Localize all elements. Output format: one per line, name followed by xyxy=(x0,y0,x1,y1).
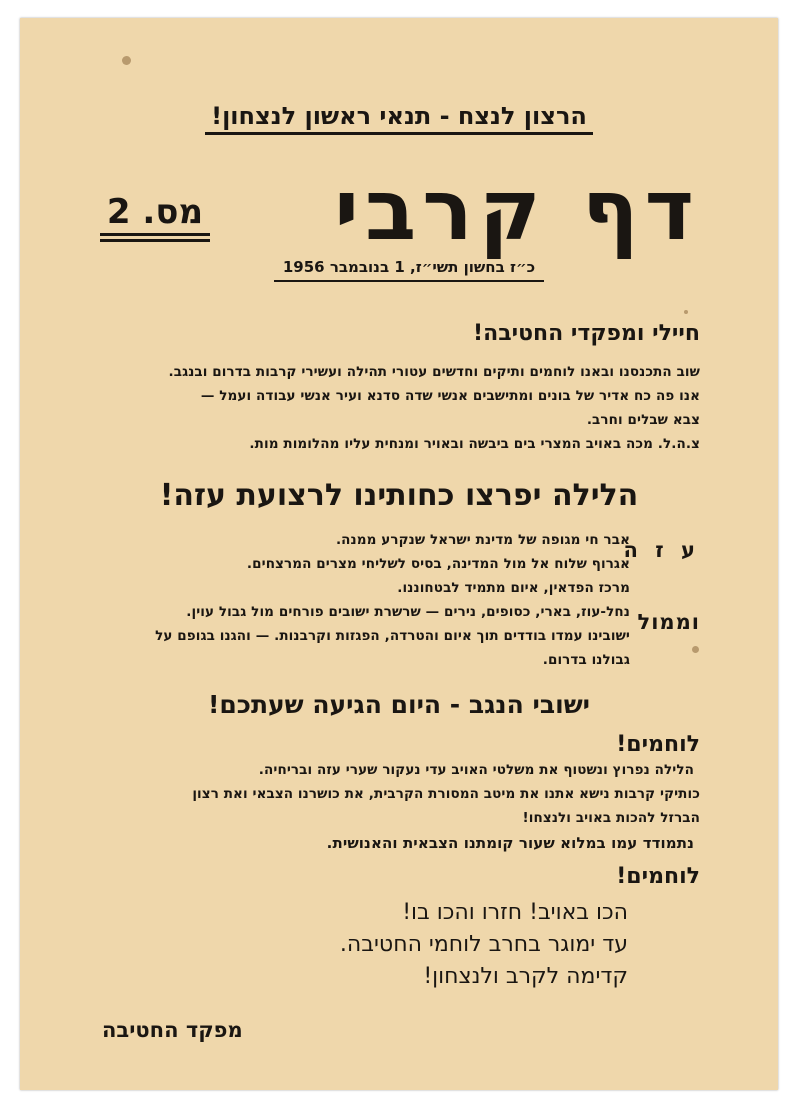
fighters-heading: לוחמים! xyxy=(616,864,700,889)
opposite-line: נחל-עוז, בארי, כסופים, נירים — שרשרת ישובים פורחים מול גבול עוין. xyxy=(186,604,630,620)
call-line: עד ימוגר בחרב לוחמי החטיבה. xyxy=(339,932,628,957)
call-line: הכו באויב! חזרו והכו בו! xyxy=(402,900,628,925)
intro-line: אנו פה כח אדיר של בונים ומתישבים אנשי שדה סדנא ועיר אנשי עבודה ועמל — xyxy=(200,388,700,404)
date-line: כ״ז בחשון תשי״ז, 1 בנובמבר 1956 xyxy=(274,258,544,282)
greeting-heading: חיילי ומפקדי החטיבה! xyxy=(473,321,700,346)
intro-line: צ.ה.ל. מכה באויב המצרי בים ביבשה ובאויר ומנחית עליו מהלומות מות. xyxy=(249,436,700,452)
issue-underline xyxy=(100,233,210,245)
gaza-line: מרכז הפדאין, איום מתמיד לבטחוננו. xyxy=(397,580,630,596)
issue-number: מס. 2 xyxy=(106,192,204,232)
gaza-line: אבר חי מגופה של מדינת ישראל שנקרע ממנה. xyxy=(335,532,630,548)
paper-stain xyxy=(692,646,699,653)
leaflet-page xyxy=(20,18,778,1090)
intro-line: צבא שבלים וחרב. xyxy=(586,412,700,428)
fighters-line: הברזל להכות באויב ולנצחו! xyxy=(522,810,700,826)
opposite-label: וממול xyxy=(637,610,700,634)
call-line: קדימה לקרב ולנצחון! xyxy=(423,964,628,989)
gaza-line: אגרוף שלוח אל מול המדינה, בסיס לשליחי מצרים המרצחים. xyxy=(246,556,630,572)
intro-line: שוב התכנסנו ובאנו לוחמים ותיקים וחדשים עטורי תהילה ועשירי קרבות בדרום ובנגב. xyxy=(168,364,700,380)
gaza-label: ע ז ה xyxy=(623,538,700,562)
motto: הרצון לנצח - תנאי ראשון לנצחון! xyxy=(20,102,778,130)
negev-headline: ישובי הנגב - היום הגיעה שעתכם! xyxy=(207,690,591,719)
fighters-line: כותיקי קרבות נישא אתנו את מיטב המסורת הקרבית, את כושרנו הצבאי ואת רצון xyxy=(192,786,700,802)
masthead-title: דף קרבי xyxy=(334,161,700,259)
fighters-heading: לוחמים! xyxy=(616,732,700,757)
fighters-closing: נתמודד עמו במלוא שעור קומתנו הצבאית והאנושית. xyxy=(326,834,694,852)
opposite-line: ישובינו עמדו בודדים תוך איום והטרדה, הפגזות וקרבנות. — והגנו בגופם על xyxy=(155,628,630,644)
opposite-line: גבולנו בדרום. xyxy=(542,652,630,668)
main-headline: הלילה יפרצו כחותינו לרצועת עזה! xyxy=(159,478,639,513)
signature: מפקד החטיבה xyxy=(102,1018,243,1042)
fighters-line: הלילה נפרוץ ונשטוף את משלטי האויב עדי נעקור שערי עזה ובריחיה. xyxy=(258,762,694,778)
paper-stain xyxy=(684,310,688,314)
paper-stain xyxy=(122,56,131,65)
